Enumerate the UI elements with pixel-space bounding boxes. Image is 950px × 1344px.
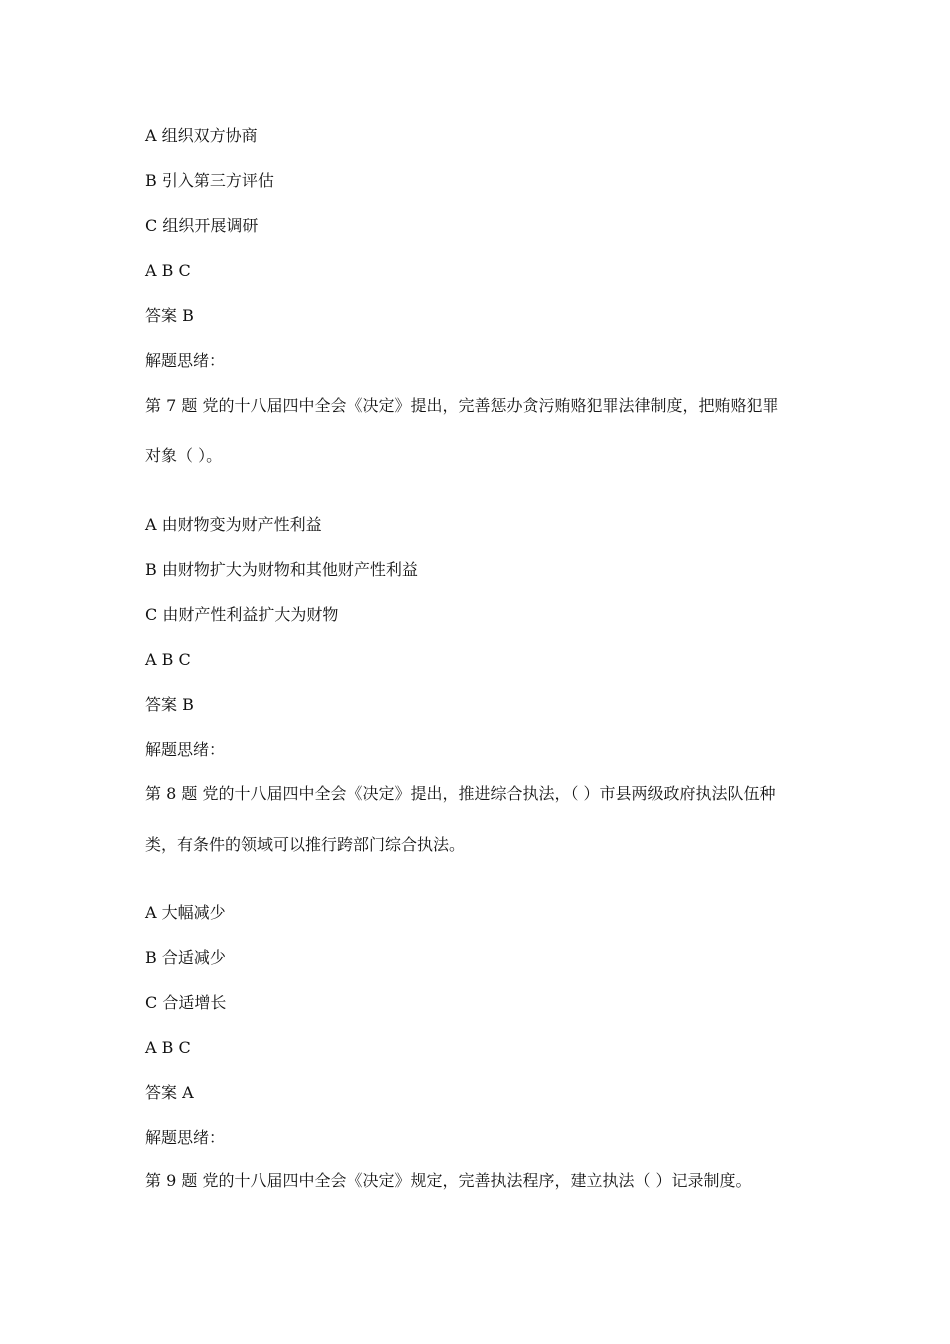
q7-stem-line1: 第 7 题 党的十八届四中全会《决定》提出，完善惩办贪污贿赂犯罪法律制度，把贿赂犯罪	[145, 396, 779, 415]
q7-option-c: C 由财产性利益扩大为财物	[145, 605, 339, 624]
q7-answer: 答案 B	[145, 695, 194, 714]
q8-analysis-label: 解题思绪：	[145, 1128, 226, 1147]
q9-stem-line1: 第 9 题 党的十八届四中全会《决定》规定，完善执法程序，建立执法（ ）记录制度。	[145, 1171, 752, 1190]
q7-analysis-label: 解题思绪：	[145, 740, 226, 759]
q8-choices: A B C	[145, 1038, 191, 1057]
q6-choices: A B C	[145, 261, 191, 280]
q7-stem-line2: 对象（ ）。	[145, 446, 223, 465]
q8-option-a: A 大幅减少	[145, 903, 226, 922]
q7-option-b: B 由财物扩大为财物和其他财产性利益	[145, 560, 418, 579]
q8-answer: 答案 A	[145, 1083, 194, 1102]
q8-stem-line2: 类，有条件的领域可以推行跨部门综合执法。	[145, 835, 466, 854]
q8-option-c: C 合适增长	[145, 993, 227, 1012]
q6-option-b: B 引入第三方评估	[145, 171, 274, 190]
q7-choices: A B C	[145, 650, 191, 669]
q8-stem-line1: 第 8 题 党的十八届四中全会《决定》提出，推进综合执法，（ ）市县两级政府执法队伍种	[145, 784, 776, 803]
q8-option-b: B 合适减少	[145, 948, 226, 967]
q6-analysis-label: 解题思绪：	[145, 351, 226, 370]
q6-option-c: C 组织开展调研	[145, 216, 259, 235]
q6-option-a: A 组织双方协商	[145, 126, 258, 145]
q7-option-a: A 由财物变为财产性利益	[145, 515, 322, 534]
q6-answer: 答案 B	[145, 306, 194, 325]
